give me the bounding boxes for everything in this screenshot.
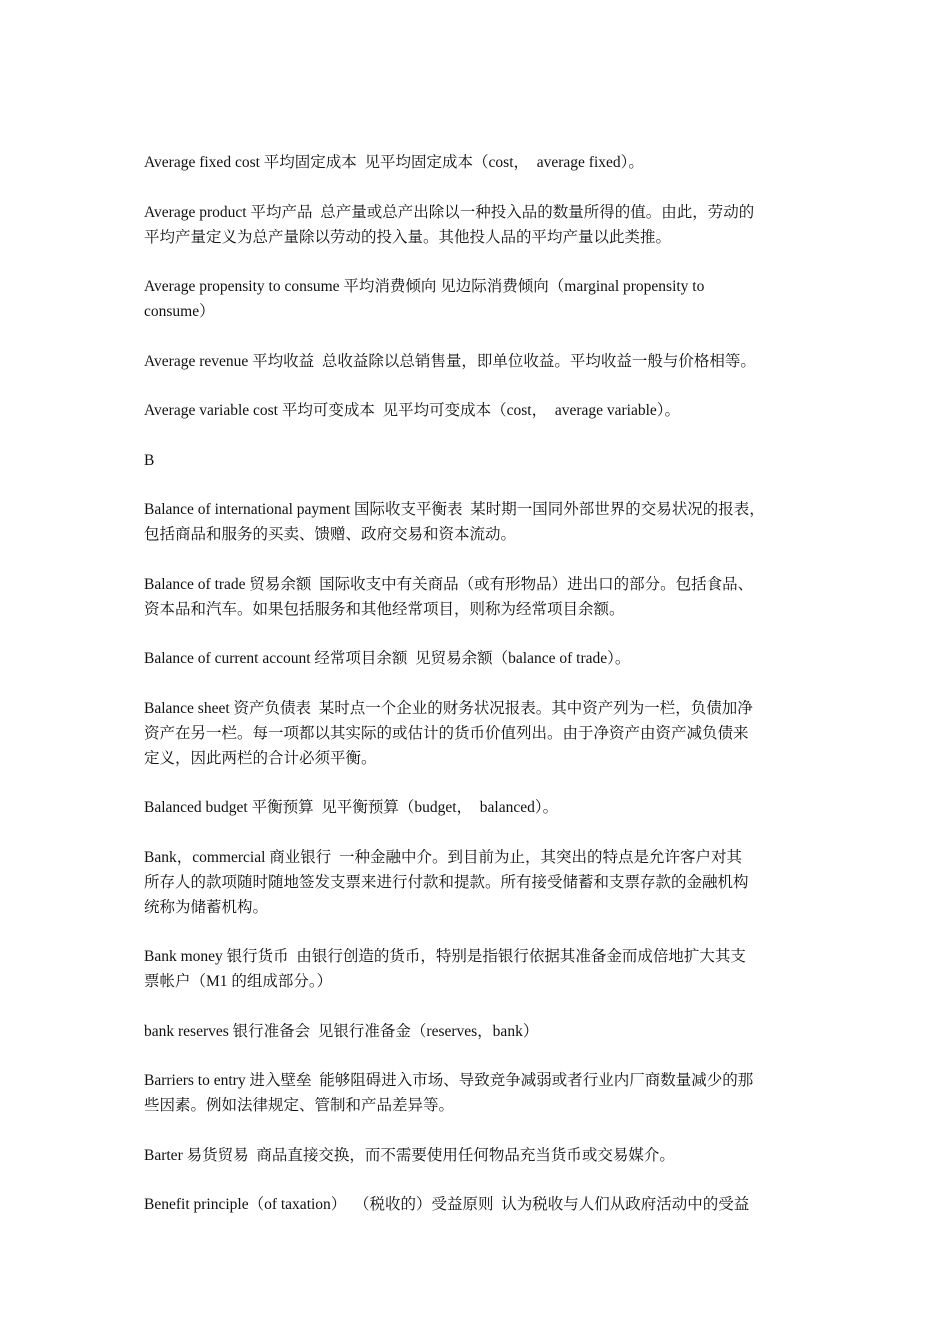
glossary-entry — [144, 1068, 810, 1118]
entry-line: Balanced budget 平衡预算 见平衡预算（budget， balanced）。 — [144, 799, 559, 816]
glossary-entry — [144, 944, 810, 994]
entry-line: 平均产量定义为总产量除以劳动的投入量。其他投人品的平均产量以此类推。 — [144, 228, 672, 246]
glossary-entries — [144, 150, 810, 1217]
entry-line: Barter 易货贸易 商品直接交换，而不需要使用任何物品充当货币或交易媒介。 — [144, 1146, 675, 1164]
entry-line: Benefit principle（of taxation） （税收的）受益原则 认为税收与人们从政府活动中的受益 — [144, 1196, 750, 1213]
entry-line: Average variable cost 平均可变成本 见平均可变成本（cost， average variable）。 — [144, 402, 681, 419]
entry-line: Balance of trade 贸易余额 国际收支中有关商品（或有形物品）进出口的部分。包括食品、 — [144, 575, 754, 593]
entry-line: Balance sheet 资产负债表 某时点一个企业的财务状况报表。其中资产列为一栏，负债加净 — [144, 699, 753, 717]
glossary-entry — [144, 696, 810, 771]
entry-line: Average product 平均产品 总产量或总产出除以一种投入品的数量所得的值。由此，劳动的 — [144, 203, 755, 221]
entry-line: 资产在另一栏。每一项都以其实际的或估计的货币价值列出。由于净资产由资产减负债来 — [144, 724, 749, 742]
entry-line: Barriers to entry 进入壁垒 能够阻碍进入市场、导致竞争减弱或者行业内厂商数量减少的那 — [144, 1072, 754, 1089]
glossary-entry — [144, 398, 810, 423]
glossary-entry — [144, 1192, 810, 1217]
entry-line: Balance of current account 经常项目余额 见贸易余额（balance of trade）。 — [144, 650, 631, 667]
entry-line: 统称为储蓄机构。 — [144, 898, 269, 916]
entry-line: 定义，因此两栏的合计必须平衡。 — [144, 749, 377, 767]
entry-line: Average revenue 平均收益 总收益除以总销售量，即单位收益。平均收益一般与价格相等。 — [144, 352, 756, 370]
entry-line: bank reserves 银行准备会 见银行准备金（reserves，bank） — [144, 1022, 539, 1040]
glossary-entry — [144, 845, 810, 920]
entry-line: 资本品和汽车。如果包括服务和其他经常项目，则称为经常项目余额。 — [144, 600, 625, 618]
entry-line: Balance of international payment 国际收支平衡表 某时期一国同外部世界的交易状况的报表， — [144, 501, 765, 518]
entry-line: Bank money 银行货币 由银行创造的货币，特别是指银行依据其准备金而成倍地扩大其支 — [144, 948, 746, 965]
glossary-entry — [144, 1019, 810, 1044]
glossary-entry — [144, 448, 810, 473]
entry-line: 些因素。例如法律规定、管制和产品差异等。 — [144, 1097, 455, 1114]
glossary-entry — [144, 497, 810, 547]
entry-line: consume） — [144, 303, 215, 320]
glossary-entry — [144, 1143, 810, 1168]
entry-line: Average propensity to consume 平均消费倾向 见边际消费倾向（marginal propensity to — [144, 278, 705, 295]
glossary-entry — [144, 349, 810, 374]
glossary-entry — [144, 274, 810, 324]
entry-line: 票帐户（M1 的组成部分。） — [144, 973, 333, 990]
entry-line: Bank，commercial 商业银行 一种金融中介。到目前为止，其突出的特点是允许客户对其 — [144, 848, 743, 866]
glossary-entry — [144, 200, 810, 250]
entry-line: B — [144, 451, 155, 469]
entry-line: 所存人的款项随时随地签发支票来进行付款和提款。所有接受储蓄和支票存款的金融机构 — [144, 873, 749, 891]
glossary-entry — [144, 646, 810, 671]
glossary-entry — [144, 795, 810, 820]
entry-line: 包括商品和服务的买卖、馈赠、政府交易和资本流动。 — [144, 526, 517, 543]
glossary-entry — [144, 150, 810, 175]
entry-line: Average fixed cost 平均固定成本 见平均固定成本（cost， average fixed）。 — [144, 154, 644, 171]
glossary-entry — [144, 572, 810, 622]
